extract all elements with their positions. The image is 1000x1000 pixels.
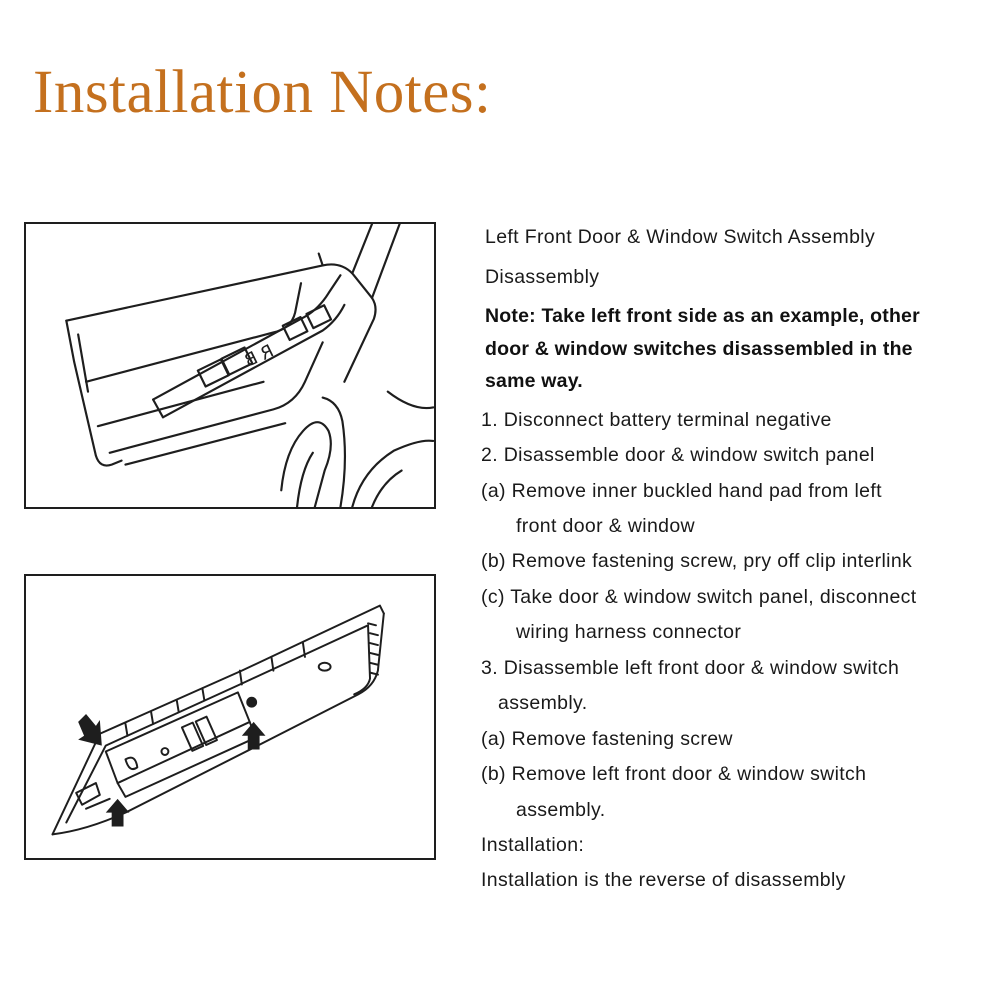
step-2c-line-2: wiring harness connector xyxy=(516,621,742,643)
step-3a: (a) Remove fastening screw xyxy=(481,728,733,750)
step-3b-line-1: (b) Remove left front door & window switch xyxy=(481,763,867,785)
switch-panel-illustration xyxy=(24,574,436,860)
note-line-1: Note: Take left front side as an example, other xyxy=(485,305,920,327)
step-3b-line-2: assembly. xyxy=(516,799,606,821)
step-1: 1. Disconnect battery terminal negative xyxy=(481,409,832,431)
note-line-2: door & window switches disassembled in the xyxy=(485,338,913,360)
notes-heading-line-1: Left Front Door & Window Switch Assembly xyxy=(485,226,876,248)
step-2b: (b) Remove fastening screw, pry off clip interlink xyxy=(481,550,913,572)
notes-heading-line-2: Disassembly xyxy=(485,266,600,288)
step-2: 2. Disassemble door & window switch panel xyxy=(481,444,875,466)
installation-label: Installation: xyxy=(481,834,585,856)
installation-text: Installation is the reverse of disassembly xyxy=(481,869,846,891)
switch-letter-b: B xyxy=(241,348,262,372)
step-2c-line-1: (c) Take door & window switch panel, disconnect xyxy=(481,586,917,608)
step-3-line-2: assembly. xyxy=(498,692,588,714)
step-2a-line-2: front door & window xyxy=(516,515,695,537)
page-title: Installation Notes: xyxy=(33,59,492,126)
door-panel-illustration xyxy=(24,222,436,509)
step-2a-line-1: (a) Remove inner buckled hand pad from left xyxy=(481,480,882,502)
switch-letter-r: R xyxy=(257,341,278,365)
step-3-line-1: 3. Disassemble left front door & window switch xyxy=(481,657,900,679)
note-line-3: same way. xyxy=(485,370,583,392)
